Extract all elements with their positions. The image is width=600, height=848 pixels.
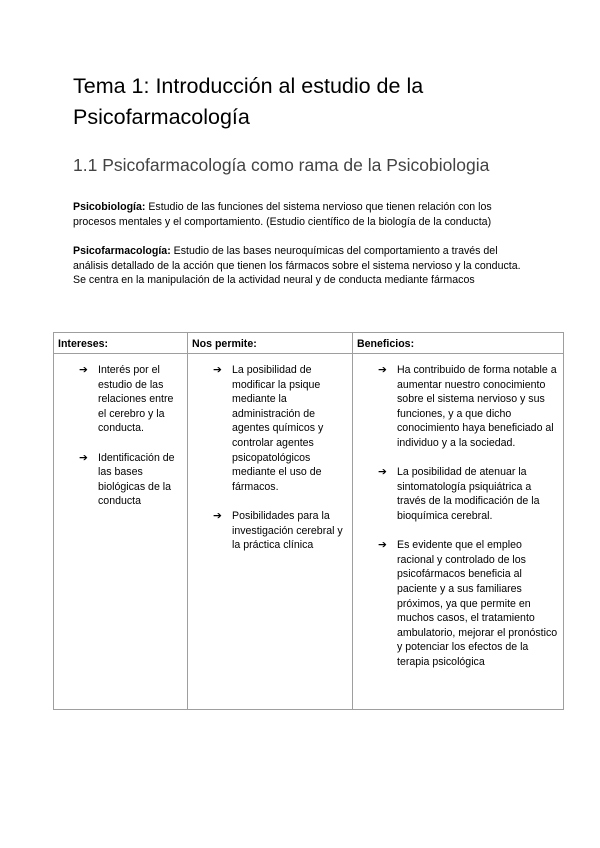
section-heading: 1.1 Psicofarmacología como rama de la Psicobiologia (73, 155, 490, 175)
arrow-right-icon: ➔ (213, 364, 222, 376)
beneficios-cell (353, 354, 564, 710)
list-item (213, 509, 347, 553)
list-item-text: Posibilidades para la investigación cerebral y la práctica clínica (232, 509, 343, 552)
definition-text: Estudio de las bases neuroquímicas del comportamiento a través del análisis detallado de la acción que tienen los fármacos sobre el sistema nervioso y la conducta. Se centra en la manipulación de la actividad neural y de conducta mediante fármacos (73, 245, 521, 287)
list-item-text: Identificación de las bases biológicas de la conducta (98, 451, 175, 508)
list-item-text: La posibilidad de modificar la psique mediante la administración de agentes químicos y controlar agentes psicopatológicos mediante el uso de fármacos. (232, 364, 324, 493)
intereses-cell (54, 354, 188, 710)
list-item-text: Interés por el estudio de las relaciones entre el cerebro y la conducta. (98, 364, 174, 435)
arrow-right-icon: ➔ (378, 364, 387, 376)
header-intereses: Intereses: (54, 333, 188, 354)
beneficios-list (357, 363, 558, 669)
list-item-text: Ha contribuido de forma notable a aumentar nuestro conocimiento sobre el sistema nervioso y sus funciones, y a que dicho conocimiento haya beneficiado al individuo y a la sociedad. (397, 364, 557, 449)
arrow-right-icon: ➔ (213, 509, 222, 522)
list-item (378, 363, 558, 451)
document-title: Tema 1: Introducción al estudio de la Psicofarmacología (73, 74, 424, 129)
nos-permite-cell (188, 354, 353, 710)
definition-text: Estudio de las funciones del sistema nervioso que tienen relación con los procesos mentales y el comportamiento. (Estudio científico de la biología de la conducta) (73, 201, 492, 228)
list-item (378, 465, 558, 523)
list-item (79, 451, 182, 509)
header-beneficios: Beneficios: (353, 333, 564, 354)
arrow-right-icon: ➔ (378, 539, 387, 552)
definition-psicofarmacologia (73, 244, 523, 288)
definition-psicobiologia (73, 200, 523, 229)
nos-permite-list (192, 363, 347, 553)
arrow-right-icon: ➔ (79, 364, 88, 376)
list-item (213, 363, 347, 494)
definition-term: Psicofarmacología: (73, 245, 171, 257)
comparison-table (53, 332, 564, 710)
list-item-text: Es evidente que el empleo racional y controlado de los psicofármacos beneficia al paciente y a sus familiares próximos, ya que permite en muchos casos, el tratamiento ambulatorio, mejorar el pronóstico y potenciar los efectos de la terapia psicológica (397, 539, 558, 668)
list-item (378, 538, 558, 669)
table-header-row (54, 333, 564, 354)
arrow-right-icon: ➔ (378, 466, 387, 479)
header-nos-permite: Nos permite: (188, 333, 353, 354)
definition-term: Psicobiología: (73, 201, 146, 213)
list-item-text: La posibilidad de atenuar la sintomatología psiquiátrica a través de la modificación de la bioquímica cerebral. (397, 466, 540, 522)
arrow-right-icon: ➔ (79, 451, 88, 464)
list-item (79, 363, 182, 436)
intereses-list (58, 363, 182, 509)
table-row (54, 354, 564, 710)
